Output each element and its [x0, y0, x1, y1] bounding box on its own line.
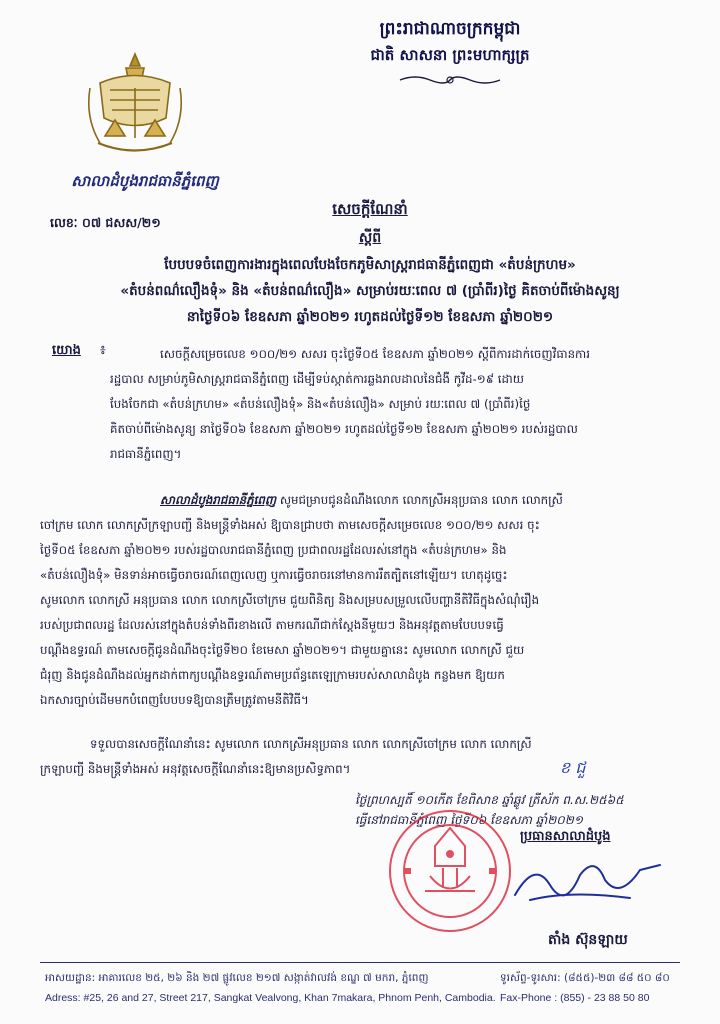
body-paragraph-line: «តំបន់លឿងទុំ» មិនទាន់អាចធ្វើចរាចរណ៍ពេញលេញ ឬការធ្វើចរាចរនៅមានការរឹតត្បិតនៅឡើយ។ ហេតុដូច្នេះ	[40, 568, 508, 582]
footer-address-en: Adress: #25, 26 and 27, Street 217, Sangkat Vealvong, Khan 7makara, Phnom Penh, Cambodia.	[45, 992, 496, 1004]
issuing-court-name: សាលាដំបូងរាជធានីភ្នំពេញ	[71, 172, 219, 190]
body-text: សូមជម្រាបជូនដំណឹងលោក លោកស្រីអនុប្រធាន លោក លោកស្រី	[276, 493, 563, 507]
reference-line: រដ្ឋបាល សម្រាប់ភូមិសាស្ត្ររាជធានីភ្នំពេញ ដើម្បីទប់ស្កាត់ការឆ្លងរាលដាលនៃជំងឺ កូវីដ-១៩ ដោយ	[110, 372, 525, 386]
footer-divider	[40, 962, 680, 963]
reference-line: គិតចាប់ពីម៉ោងសូន្យ នាថ្ងៃទី០៦ ខែឧសភា ឆ្នាំ២០២១ រហូតដល់ថ្ងៃទី១២ ខែឧសភា ឆ្នាំ២០២១ របស់រដ្ឋបាល	[110, 422, 578, 436]
kingdom-heading: ព្រះរាជាណាចក្រកម្ពុជា	[379, 19, 521, 39]
footer-address-kh: អាសយដ្ឋាន: អាគារលេខ ២៥, ២៦ និង ២៧ ផ្លូវលេខ ២១៧ សង្កាត់វាលវង់ ខណ្ឌ ៧ មករា, ភ្នំពេញ	[45, 972, 429, 984]
body-paragraph-line: ថ្ងៃទី០៥ ខែឧសភា ឆ្នាំ២០២១ របស់រដ្ឋបាលរាជធានីភ្នំពេញ ប្រជាពលរដ្ឋដែលរស់នៅក្នុង «តំបន់ក្រហម» និង	[40, 543, 507, 557]
body-paragraph-line: ជំរុញ និងជូនដំណឹងដល់អ្នកដាក់ពាក្យបណ្តឹងឧទ្ធរណ៍តាមប្រព័ន្ធតេឡេក្រាមរបស់សាលាដំបូង កន្លងមក ឱ្យយក	[40, 668, 505, 682]
court-lead-name: សាលាដំបូងរាជធានីភ្នំពេញ	[160, 493, 277, 507]
national-motto: ជាតិ សាសនា ព្រះមហាក្សត្រ	[370, 46, 530, 64]
ornament-divider-icon	[395, 72, 505, 88]
reference-label: យោង	[52, 343, 81, 358]
reference-colon: ៖	[100, 343, 106, 358]
subject-line: «តំបន់ពណ៌លឿងទុំ» និង «តំបន់ពណ៌លឿង» សម្រាប់រយៈពេល ៧ (ប្រាំពីរ)ថ្ងៃ គិតចាប់ពីម៉ោងសូន្យ	[120, 283, 620, 299]
reference-line: រាជធានីភ្នំពេញ។	[110, 447, 182, 461]
court-emblem-icon	[80, 48, 190, 168]
handwritten-signature-icon	[510, 850, 670, 910]
body-paragraph-line	[160, 488, 700, 513]
reference-line: សេចក្តីសម្រេចលេខ ១០០/២១ សសរ ចុះថ្ងៃទី០៥ ខែឧសភា ឆ្នាំ២០២១ ស្តីពីការដាក់ចេញវិធានការ	[160, 347, 591, 361]
reference-line: បែងចែកជា «តំបន់ក្រហម» «តំបន់លឿងទុំ» និង«តំបន់លឿង» សម្រាប់ រយៈពេល ៧ (ប្រាំពីរ)ថ្ងៃ	[110, 397, 531, 411]
court-seal-icon	[385, 806, 515, 936]
reference-number: លេខៈ ០៧ ជសស/២១	[50, 215, 161, 230]
signatory-name: តាំង ស៊ុនឡាយ	[548, 932, 628, 948]
handwritten-paraph: ខ ជួ	[560, 758, 586, 777]
footer-phone-kh: ទូរស័ព្ទ-ទូរសារ: (៨៥៥)-២៣ ៨៨ ៥០ ៨០	[500, 972, 670, 984]
body-paragraph-line: បណ្តឹងឧទ្ធរណ៍ តាមសេចក្តីជូនដំណឹងចុះថ្ងៃទី២០ ខែមេសា ឆ្នាំ២០២១។ ជាមួយគ្នានេះ សូមលោក លោកស្រី ជួយ	[40, 643, 525, 657]
body-paragraph-line: របស់ប្រជាពលរដ្ឋ ដែលរស់នៅក្នុងតំបន់ទាំងពីរខាងលើ តាមករណីជាក់ស្តែងនីមួយៗ និងអនុវត្តតាមបែបបទធ្វើ	[40, 618, 504, 632]
body-paragraph-line: ទទួលបានសេចក្តីណែនាំនេះ សូមលោក លោកស្រីអនុប្រធាន លោក លោកស្រីចៅក្រម លោក លោកស្រី	[90, 737, 532, 751]
signatory-title: ប្រធានសាលាដំបូង	[520, 829, 611, 844]
subject-line: បែបបទចំពេញការងារក្នុងពេលបែងចែកភូមិសាស្ត្ររាជធានីភ្នំពេញជា «តំបន់ក្រហម»	[164, 257, 576, 273]
about-label: ស្តីពី	[358, 230, 382, 246]
document-type: សេចក្តីណែនាំ	[332, 200, 408, 218]
body-paragraph-line: សូមលោក លោកស្រី អនុប្រធាន លោក លោកស្រីចៅក្រម ជួយពិនិត្យ និងសម្របសម្រួលលើបញ្ហានីតិវិធីក្នុងសំណុំរឿង	[40, 593, 540, 607]
lunar-date: ថ្ងៃព្រហស្បតិ៍ ១០កើត ខែពិសាខ ឆ្នាំឆ្លូវ ត្រីស័ក ព.ស.២៥៦៥	[355, 793, 624, 807]
footer-phone-en: Fax-Phone : (855) - 23 88 50 80	[500, 992, 650, 1004]
body-paragraph-line: ចៅក្រម លោក លោកស្រីក្រឡាបញ្ជី និងមន្ត្រីទាំងអស់ ឱ្យបានជ្រាបថា តាមសេចក្តីសម្រេចលេខ ១០០/២១ សសរ ចុះ	[40, 518, 540, 532]
body-paragraph-line: ក្រឡាបញ្ជី និងមន្ត្រីទាំងអស់ អនុវត្តសេចក្តីណែនាំនេះឱ្យមានប្រសិទ្ធភាព។	[40, 762, 351, 776]
body-paragraph-line: ឯកសារច្បាប់ដើមមកបំពេញបែបបទឱ្យបានត្រឹមត្រូវតាមនីតិវិធី។	[40, 693, 309, 707]
subject-line: នាថ្ងៃទី០៦ ខែឧសភា ឆ្នាំ២០២១ រហូតដល់ថ្ងៃទី១២ ខែឧសភា ឆ្នាំ២០២១	[186, 309, 554, 325]
solar-date: ធ្វើនៅរាជធានីភ្នំពេញ ថ្ងៃទី០៦ ខែឧសភា ឆ្នាំ២០២១	[355, 813, 583, 827]
